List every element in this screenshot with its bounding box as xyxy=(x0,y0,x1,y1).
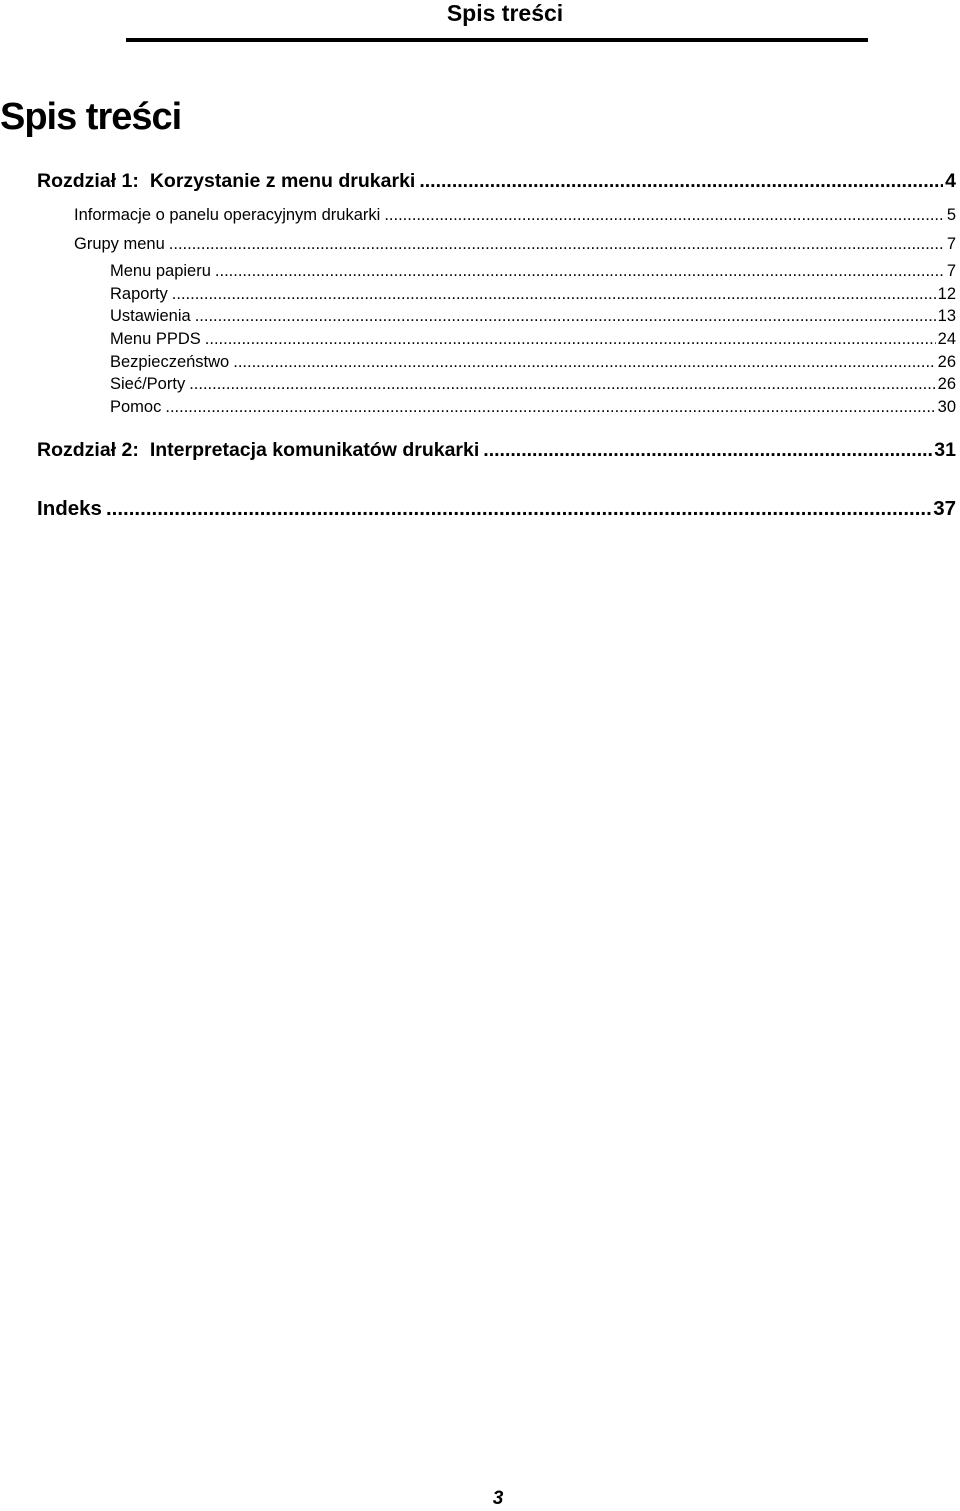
toc-dot-leader xyxy=(195,307,936,326)
toc-entry-title: Grupy menu xyxy=(74,235,165,253)
toc-entry-informacje-o-panelu[interactable] xyxy=(74,206,956,225)
toc-entry-siec-porty[interactable] xyxy=(110,375,956,394)
toc-entry-chapter-1[interactable] xyxy=(37,170,956,193)
toc-page-number: 13 xyxy=(937,307,956,325)
running-header: Spis treści xyxy=(446,0,564,26)
toc-dot-leader xyxy=(233,353,935,372)
toc-entry-title: Bezpieczeństwo xyxy=(110,353,230,371)
toc-entry-title: Ustawienia xyxy=(110,307,191,325)
toc-page-number: 7 xyxy=(946,235,956,253)
toc-page-number: 26 xyxy=(937,375,956,393)
toc-dot-leader xyxy=(165,398,935,417)
page-title: Spis treści xyxy=(0,96,182,138)
toc-page-number: 31 xyxy=(934,439,956,461)
toc-page-number: 30 xyxy=(937,398,956,416)
toc-dot-leader xyxy=(384,206,944,225)
header-rule xyxy=(126,38,868,42)
toc-dot-leader xyxy=(172,285,936,304)
toc-entry-menu-ppds[interactable] xyxy=(110,330,956,349)
toc-entry-indeks[interactable] xyxy=(37,497,956,521)
toc-entry-grupy-menu[interactable] xyxy=(74,235,956,254)
toc-chapter-number: Rozdział 2: xyxy=(37,439,139,461)
toc-dot-leader xyxy=(106,497,931,521)
toc-chapter-title: Korzystanie z menu drukarki xyxy=(149,170,416,192)
toc-page-number: 5 xyxy=(946,206,956,224)
toc-entry-menu-papieru[interactable] xyxy=(110,262,956,281)
toc-page-number: 24 xyxy=(937,330,956,348)
toc-entry-title: Menu PPDS xyxy=(110,330,201,348)
toc-page-number: 4 xyxy=(945,170,956,192)
toc-page-number: 37 xyxy=(933,497,956,520)
toc-entry-title: Menu papieru xyxy=(110,262,211,280)
toc-chapter-title: Interpretacja komunikatów drukarki xyxy=(149,439,480,461)
toc-entry-chapter-2[interactable] xyxy=(37,439,956,462)
toc-entry-title: Informacje o panelu operacyjnym drukarki xyxy=(74,206,381,224)
toc-dot-leader xyxy=(189,375,935,394)
toc-dot-leader xyxy=(215,262,945,281)
toc-page-number: 12 xyxy=(937,285,956,303)
toc-entry-title: Pomoc xyxy=(110,398,162,416)
toc-entry-ustawienia[interactable] xyxy=(110,307,956,326)
toc-page-number: 7 xyxy=(946,262,956,280)
toc-entry-raporty[interactable] xyxy=(110,285,956,304)
toc-entry-title: Raporty xyxy=(110,285,168,303)
toc-chapter-number: Rozdział 1: xyxy=(37,170,139,192)
toc-entry-title: Indeks xyxy=(37,497,102,520)
toc-dot-leader xyxy=(483,439,932,462)
toc-entry-pomoc[interactable] xyxy=(110,398,956,417)
toc-entry-bezpieczenstwo[interactable] xyxy=(110,353,956,372)
toc-dot-leader xyxy=(169,235,945,254)
toc-entry-title: Sieć/Porty xyxy=(110,375,186,393)
page-number: 3 xyxy=(492,1488,504,1509)
toc-dot-leader xyxy=(205,330,936,349)
toc-dot-leader xyxy=(419,170,943,193)
toc-page-number: 26 xyxy=(937,353,956,371)
